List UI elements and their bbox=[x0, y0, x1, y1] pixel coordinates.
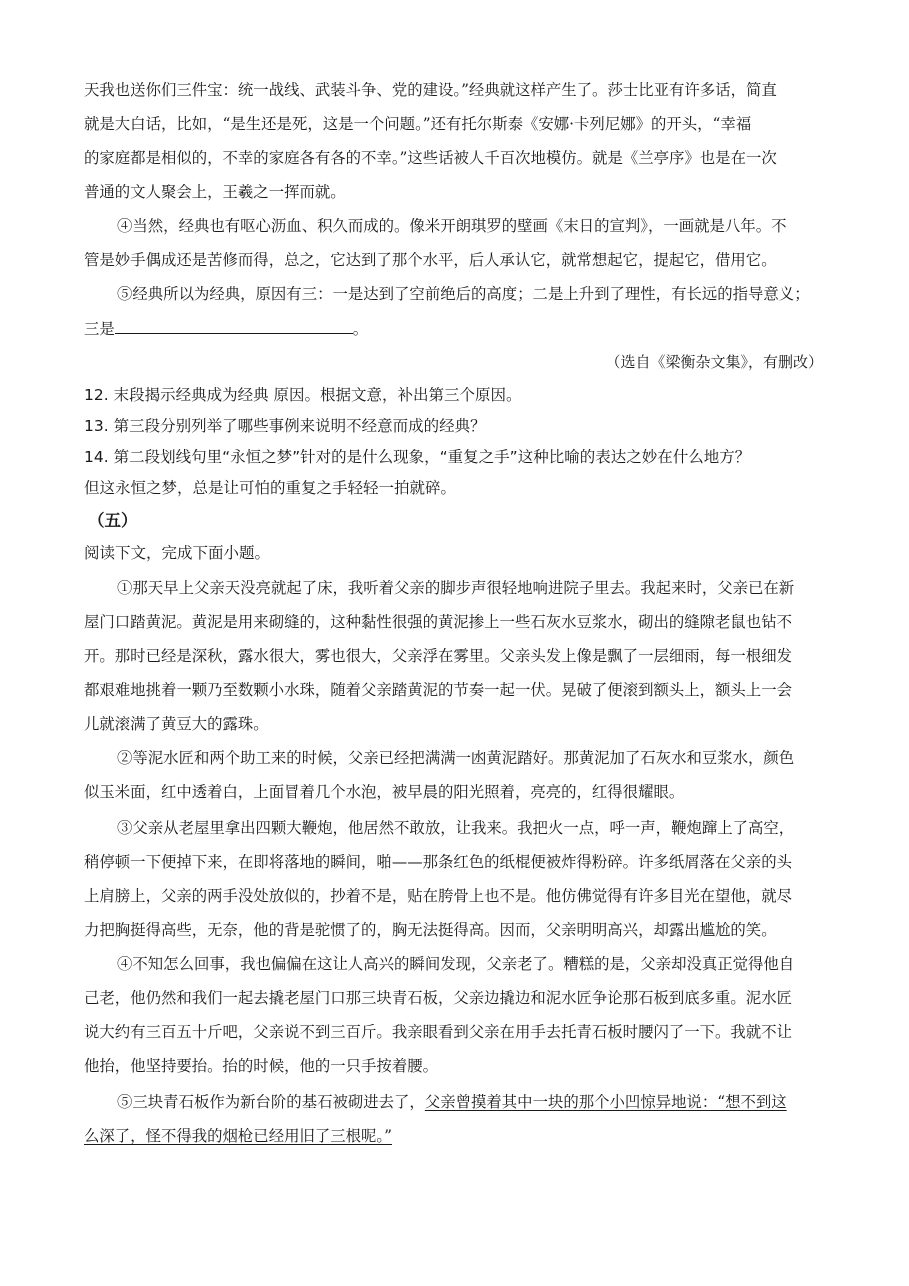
s5-p5-underlined-sentence: 父亲曾摸着其中一块的那个小凹惊异地说：“想不到这 bbox=[424, 1093, 787, 1111]
answer-blank bbox=[115, 318, 353, 334]
question-14-quoted-sentence: 但这永恒之梦，总是让可怕的重复之手轻轻一拍就碎。 bbox=[84, 479, 457, 497]
s5-p1-line-2: 屋门口踏黄泥。黄泥是用来砌缝的，这种黏性很强的黄泥掺上一些石灰水豆浆水，砌出的缝隙老鼠也钻不 bbox=[84, 613, 792, 631]
s5-p5-underlined-sentence-cont: 么深了，怪不得我的烟枪已经用旧了三根呢。” bbox=[84, 1127, 392, 1145]
passage4-line-1: 天我也送你们三件宝：统一战线、武装斗争、党的建设。”经典就这样产生了。莎士比亚有许多话，简直 bbox=[84, 81, 777, 99]
paragraph-5-line-2 bbox=[84, 318, 824, 339]
s5-p5-line-2 bbox=[84, 1126, 824, 1146]
s5-p4-line-1: ④不知怎么回事，我也偏偏在这让人高兴的瞬间发现，父亲老了。糟糕的是，父亲却没真正觉得他自 bbox=[117, 955, 795, 973]
s5-p4-line-3: 说大约有三百五十斤吧，父亲说不到三百斤。我亲眼看到父亲在用手去托青石板时腰闪了一下。我就不让 bbox=[84, 1023, 792, 1041]
s5-p5-plain-text: ⑤三块青石板作为新台阶的基石被砌进去了， bbox=[117, 1093, 425, 1111]
section-instruction: 阅读下文，完成下面小题。 bbox=[84, 544, 271, 562]
s5-p3-line-4: 力把胸挺得高些，无奈，他的背是驼惯了的，胸无法挺得高。因而，父亲明明高兴，却露出尴尬的笑。 bbox=[84, 921, 777, 939]
paragraph-4-line-1: ④当然，经典也有呕心沥血、积久而成的。像米开朗琪罗的壁画《末日的宣判》，一画就是八年。不 bbox=[117, 217, 787, 235]
s5-p5-line-1 bbox=[117, 1092, 824, 1112]
paragraph-4-line-2: 管是妙手偶成还是苦修而得，总之，它达到了那个水平，后人承认它，就常想起它，提起它，借用它。 bbox=[84, 251, 777, 269]
s5-p2-line-2: 似玉米面，红中透着白，上面冒着几个水泡，被早晨的阳光照着，亮亮的，红得很耀眼。 bbox=[84, 783, 685, 801]
s5-p3-line-2: 稍停顿一下便掉下来，在即将落地的瞬间，啪——那条红色的纸棍便被炸得粉碎。许多纸屑落在父亲的头 bbox=[84, 853, 792, 871]
passage4-line-3: 的家庭都是相似的，不幸的家庭各有各的不幸。”这些话被人千百次地模仿。就是《兰亭序》也是在一次 bbox=[84, 149, 777, 167]
answer-suffix: 。 bbox=[352, 320, 369, 338]
answer-prefix: 三是 bbox=[84, 320, 115, 338]
section-heading: （五） bbox=[88, 511, 138, 530]
passage4-line-2: 就是大白话，比如，“是生还是死，这是一个问题。”还有托尔斯泰《安娜·卡列尼娜》的开头，“幸福 bbox=[84, 115, 752, 133]
s5-p1-line-4: 都艰难地挑着一颗乃至数颗小水珠，随着父亲踏黄泥的节奏一起一伏。晃破了便滚到额头上，额头上一会 bbox=[84, 681, 792, 699]
s5-p2-line-1: ②等泥水匠和两个助工来的时候，父亲已经把满满一凼黄泥踏好。那黄泥加了石灰水和豆浆水，颜色 bbox=[117, 749, 795, 767]
s5-p3-line-1: ③父亲从老屋里拿出四颗大鞭炮，他居然不敢放，让我来。我把火一点，呼一声，鞭炮蹿上了高空， bbox=[117, 819, 795, 837]
question-14: 14. 第二段划线句里“永恒之梦”针对的是什么现象，“重复之手”这种比喻的表达之妙在什么地方？ bbox=[84, 448, 751, 466]
source-citation: （选自《梁衡杂文集》，有删改） bbox=[605, 353, 823, 371]
s5-p3-line-3: 上肩膀上，父亲的两手没处放似的，抄着不是，贴在胯骨上也不是。他仿佛觉得有许多目光在望他，就尽 bbox=[84, 887, 792, 905]
s5-p4-line-2: 己老，他仍然和我们一起去撬老屋门口那三块青石板，父亲边撬边和泥水匠争论那石板到底多重。泥水匠 bbox=[84, 989, 792, 1007]
passage4-line-4: 普通的文人聚会上，王羲之一挥而就。 bbox=[84, 183, 346, 201]
question-12: 12. 末段揭示经典成为经典 原因。根据文意，补出第三个原因。 bbox=[84, 386, 522, 404]
question-13: 13. 第三段分别列举了哪些事例来说明不经意而成的经典？ bbox=[84, 417, 486, 435]
paragraph-5-line-1: ⑤经典所以为经典，原因有三：一是达到了空前绝后的高度；二是上升到了理性，有长远的指导意义； bbox=[117, 285, 810, 303]
s5-p1-line-3: 开。那时已经是深秋，露水很大，雾也很大，父亲浮在雾里。父亲头发上像是飘了一层细雨，每一根细发 bbox=[84, 647, 792, 665]
s5-p1-line-1: ①那天早上父亲天没亮就起了床，我听着父亲的脚步声很轻地响进院子里去。我起来时，父亲已在新 bbox=[117, 579, 795, 597]
s5-p1-line-5: 儿就滚满了黄豆大的露珠。 bbox=[84, 715, 269, 733]
s5-p4-line-4: 他抬，他坚持要抬。抬的时候，他的一只手按着腰。 bbox=[84, 1057, 438, 1075]
